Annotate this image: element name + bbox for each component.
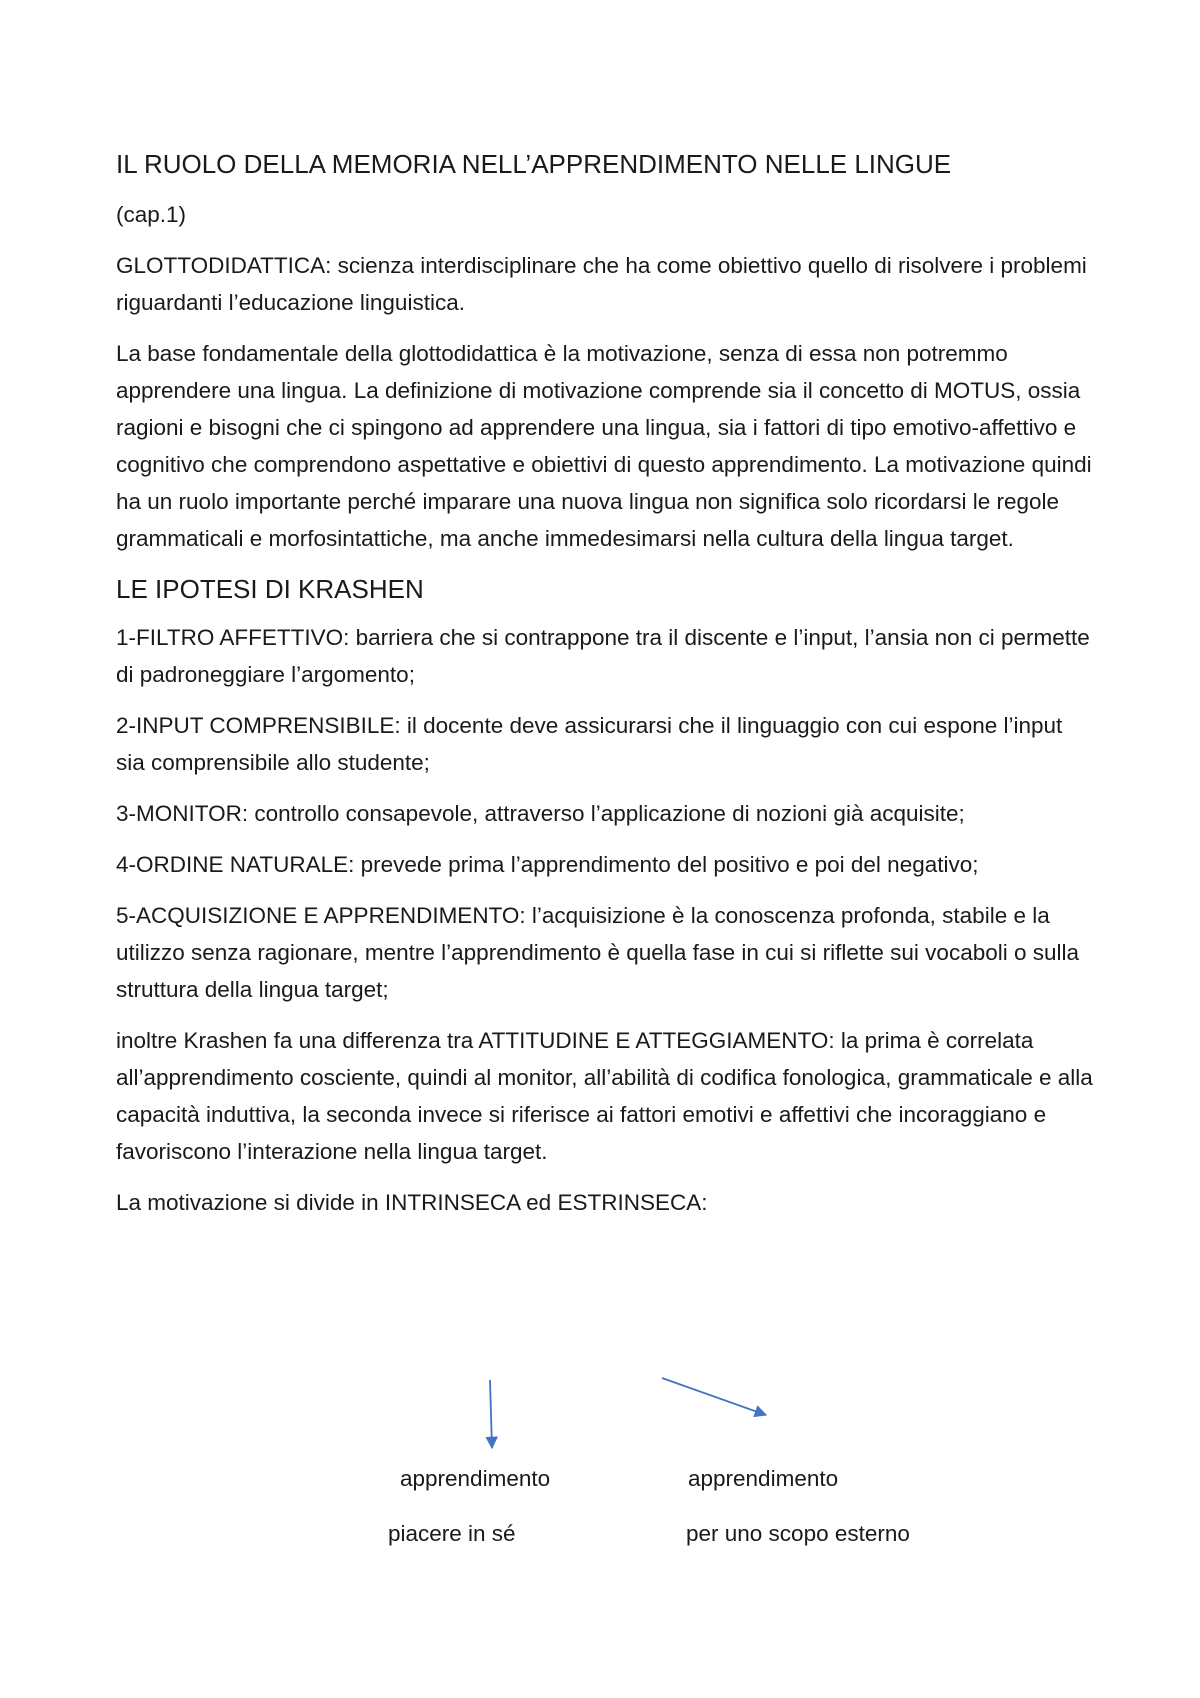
krashen-item-4: 4-ORDINE NATURALE: prevede prima l’apprendimento del positivo e poi del negativo;	[116, 852, 979, 877]
section-heading-krashen: LE IPOTESI DI KRASHEN	[116, 574, 424, 604]
document-page	[116, 146, 1096, 1235]
intrinseca-label-1: apprendimento	[400, 1466, 551, 1491]
paragraph-glottodidattica: GLOTTODIDATTICA: scienza interdisciplinare che ha come obiettivo quello di risolvere i problemi riguardanti l’educazione linguistica.	[116, 253, 1087, 315]
arrow-estrinseca	[662, 1378, 766, 1415]
paragraph-motivazione: La base fondamentale della glottodidattica è la motivazione, senza di essa non potremmo apprendere una lingua. La definizione di motivazione comprende sia il concetto di MOTUS, ossia ragioni e bisogni che ci spingono ad apprendere una lingua, sia i fattori di tipo emotivo-affettivo e cognitivo che comprendono aspettative e obiettivi di questo apprendimento. La motivazione quindi ha un ruolo importante perché imparare una nuova lingua non significa solo ricordarsi le regole grammaticali e morfosintattiche, ma anche immedesimarsi nella cultura della lingua target.	[116, 341, 1092, 551]
krashen-item-5: 5-ACQUISIZIONE E APPRENDIMENTO: l’acquisizione è la conoscenza profonda, stabile e la utilizzo senza ragionare, mentre l’apprendimento è quella fase in cui si riflette sui vocaboli o sulla struttura della lingua target;	[116, 903, 1080, 1002]
krashen-item-3: 3-MONITOR: controllo consapevole, attraverso l’applicazione di nozioni già acquisite;	[116, 801, 965, 826]
krashen-item-1: 1-FILTRO AFFETTIVO: barriera che si contrappone tra il discente e l’input, l’ansia non ci permette di padroneggiare l’argomento;	[116, 625, 1090, 687]
krashen-item-2: 2-INPUT COMPRENSIBILE: il docente deve assicurarsi che il linguaggio con cui espone l’input sia comprensibile allo studente;	[116, 713, 1063, 775]
arrow-intrinseca	[490, 1380, 492, 1448]
estrinseca-label-1: apprendimento	[688, 1466, 839, 1491]
intrinseca-label-2: piacere in sé	[388, 1521, 516, 1546]
chapter-label: (cap.1)	[116, 202, 187, 227]
document-title: IL RUOLO DELLA MEMORIA NELL’APPRENDIMENTO NELLE LINGUE	[116, 149, 952, 179]
estrinseca-label-2: per uno scopo esterno	[686, 1521, 910, 1546]
paragraph-attitudine: inoltre Krashen fa una differenza tra ATTITUDINE E ATTEGGIAMENTO: la prima è correlata all’apprendimento cosciente, quindi al monitor, all’abilità di codifica fonologica, grammaticale e alla capacità induttiva, la seconda invece si riferisce ai fattori emotivi e affettivi che incoraggiano e favoriscono l’interazione nella lingua target.	[116, 1028, 1093, 1164]
paragraph-divisione: La motivazione si divide in INTRINSECA ed ESTRINSECA:	[116, 1190, 708, 1215]
